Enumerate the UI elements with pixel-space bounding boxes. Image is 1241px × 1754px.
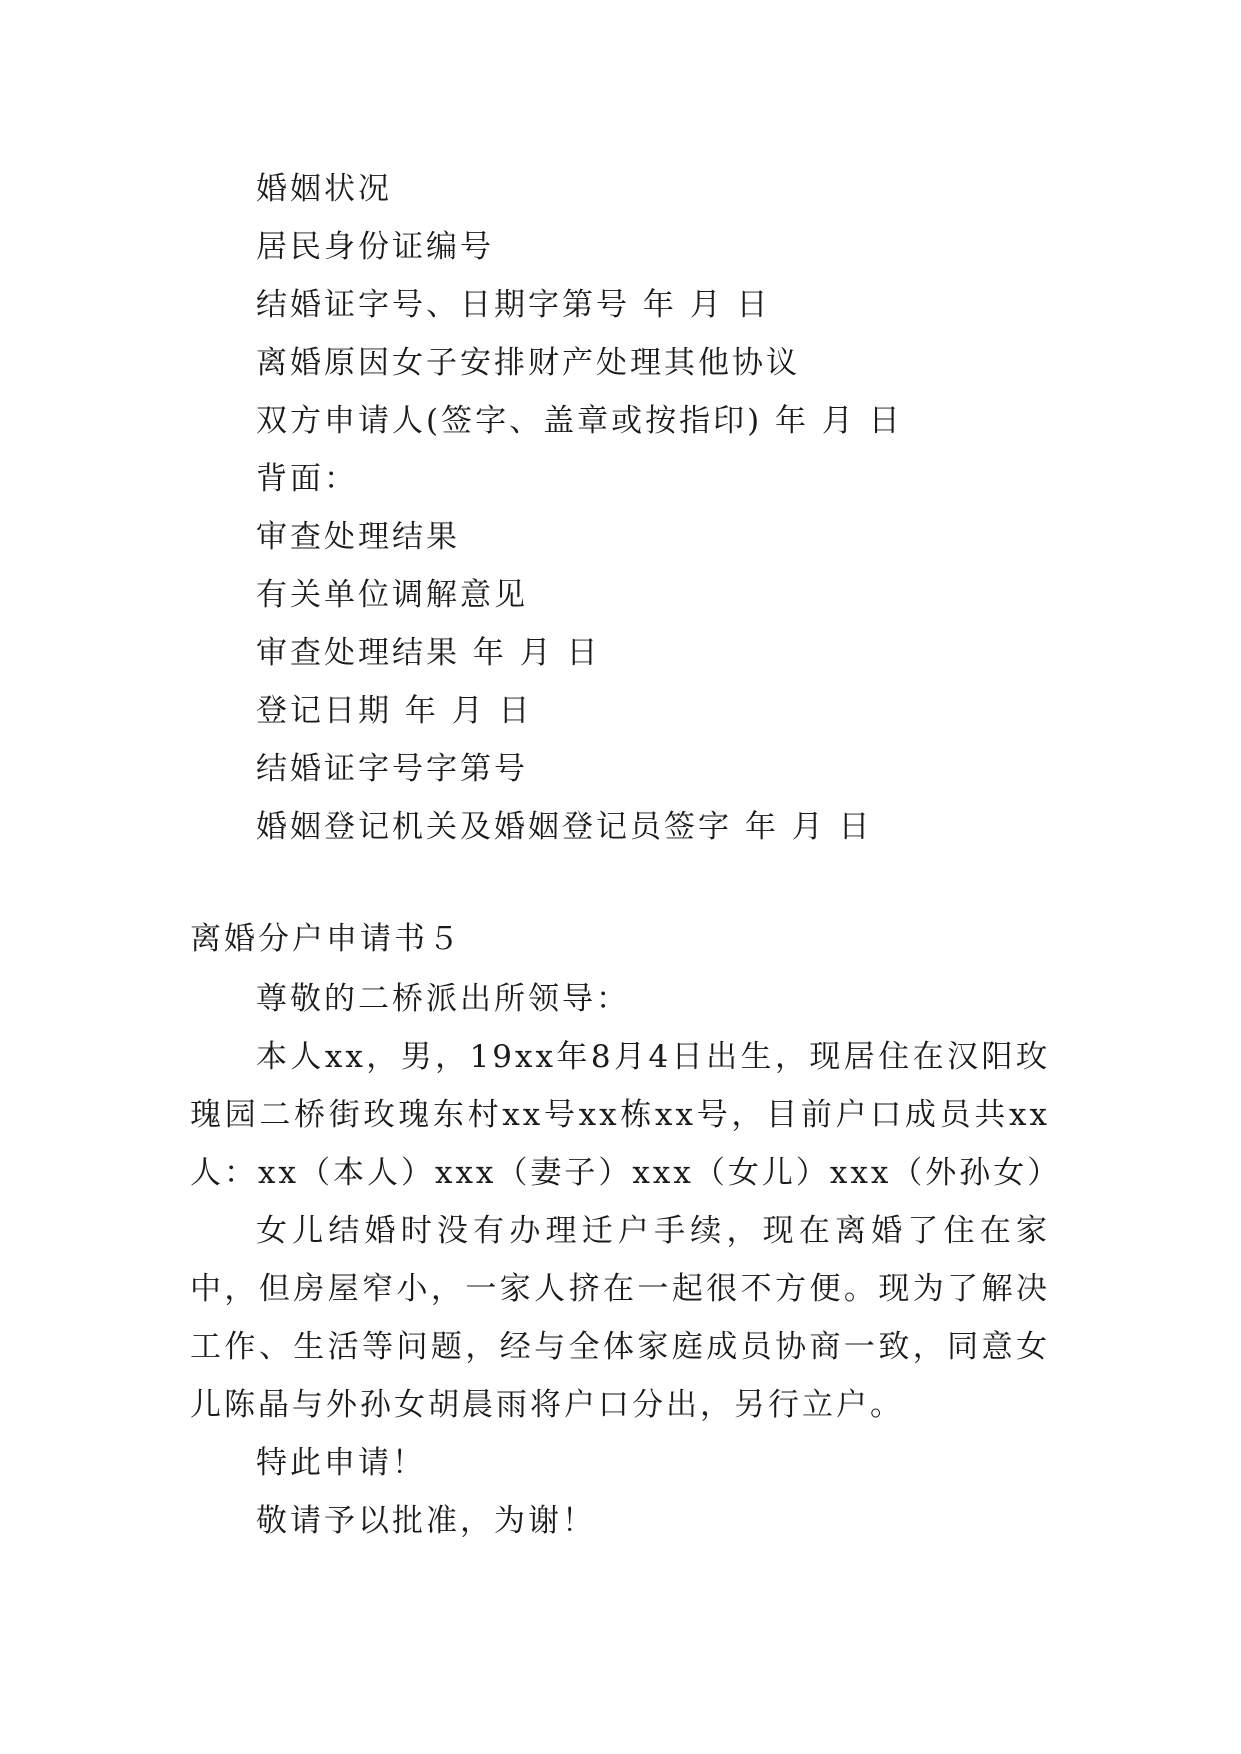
letter-body [190,970,1062,1550]
form-field-mediation-opinion: 有关单位调解意见 [256,577,528,613]
form-field-marital-status: 婚姻状况 [256,171,392,207]
form-field-review-result-date: 审查处理结果 年 月 日 [256,635,601,671]
form-field-review-result: 审查处理结果 [256,519,460,555]
form-field-id-number: 居民身份证编号 [256,229,494,265]
form-field-applicants-signature: 双方申请人(签字、盖章或按指印) 年 月 日 [256,403,903,439]
letter-paragraph: 本人xx，男，19xx年8月4日出生，现居住在汉阳玫瑰园二桥街玫瑰东村xx号xx栋xx号，目前户口成员共xx人：xx（本人）xxx（妻子）xxx（女儿）xxx（外孙女） [190,1039,1062,1191]
form-field-registrar-signature: 婚姻登记机关及婚姻登记员签字 年 月 日 [256,809,873,845]
form-field-cert-number: 结婚证字号字第号 [256,751,528,787]
letter-paragraph: 女儿结婚时没有办理迁户手续，现在离婚了住在家中，但房屋窄小，一家人挤在一起很不方便。现为了解决工作、生活等问题，经与全体家庭成员协商一致，同意女儿陈晶与外孙女胡晨雨将户口分出，另行立户。 [190,1213,1050,1423]
form-field-registration-date: 登记日期 年 月 日 [256,693,533,729]
letter-salutation: 尊敬的二桥派出所领导： [256,981,630,1017]
form-field-divorce-reason: 离婚原因女子安排财产处理其他协议 [256,345,800,381]
form-field-back-side: 背面： [256,461,358,497]
letter-title: 离婚分户申请书５ [190,921,462,957]
letter-closing: 敬请予以批准，为谢！ [256,1503,596,1539]
form-field-list [256,160,1156,856]
form-field-marriage-cert: 结婚证字号、日期字第号 年 月 日 [256,287,771,323]
letter-closing: 特此申请！ [256,1445,426,1481]
